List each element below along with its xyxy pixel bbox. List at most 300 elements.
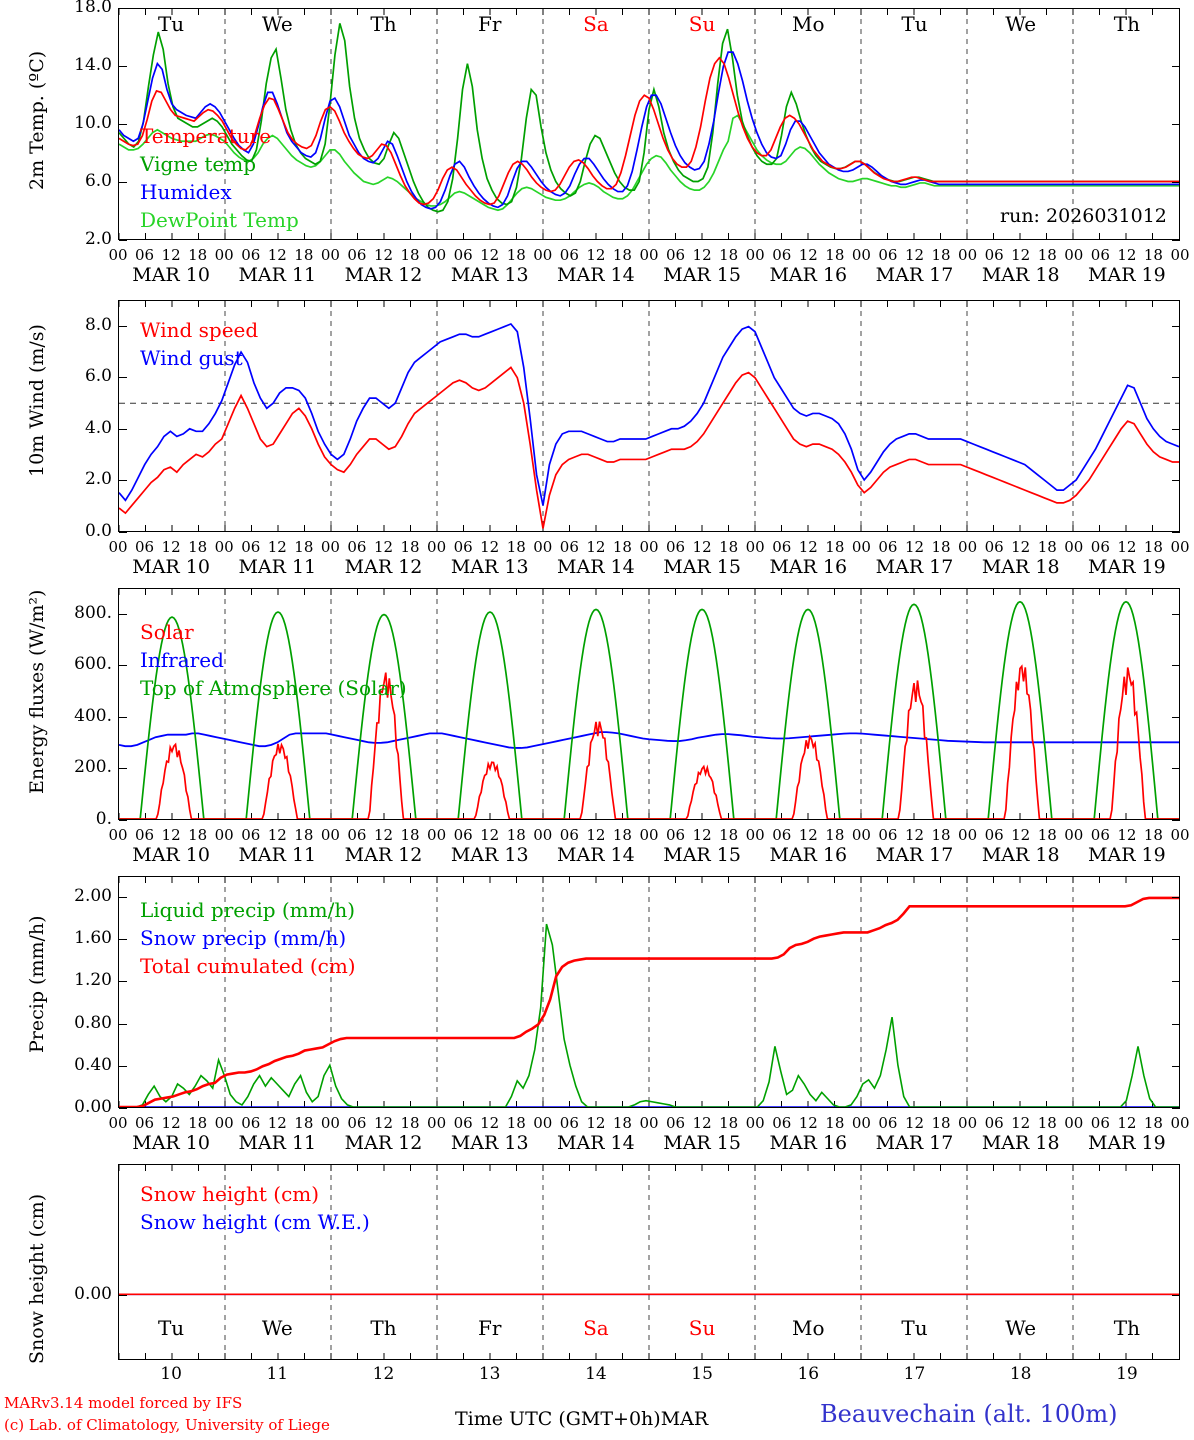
x-tick-hour: 12 <box>267 246 287 264</box>
y-tick-mark <box>119 820 127 821</box>
x-tick-hour: 18 <box>188 246 208 264</box>
x-tick-hour: 18 <box>825 246 845 264</box>
y-tick-mark <box>1172 182 1180 183</box>
x-tick-hour: 00 <box>214 1114 234 1132</box>
y-tick-label: 0. <box>95 809 112 829</box>
legend-humidex: Humidex <box>140 180 232 204</box>
x-day-number: 14 <box>585 1364 607 1384</box>
y-tick-label: 0.40 <box>74 1054 112 1075</box>
x-tick-hour: 12 <box>692 246 712 264</box>
x-tick-hour: 06 <box>666 538 686 556</box>
x-tick-hour: 12 <box>1117 246 1137 264</box>
axis-label-temperature: 2m Temp. (ºC) <box>26 50 48 190</box>
x-tick-date: MAR 14 <box>557 556 635 578</box>
panel-precip <box>0 868 1194 1156</box>
x-tick-hour: 18 <box>1037 538 1057 556</box>
x-tick-hour: 18 <box>506 826 526 844</box>
x-tick-hour: 00 <box>533 246 553 264</box>
y-tick-label: 8.0 <box>84 314 112 335</box>
x-tick-hour: 00 <box>320 826 340 844</box>
x-tick-hour: 06 <box>241 1114 261 1132</box>
weekday-label: We <box>1005 12 1037 36</box>
weekday-label: Th <box>1113 12 1140 36</box>
x-tick-hour: 00 <box>745 538 765 556</box>
x-tick-hour: 12 <box>904 538 925 556</box>
weekday-label: Su <box>688 12 716 36</box>
x-tick-hour: 12 <box>1011 826 1031 844</box>
x-tick-hour: 18 <box>931 246 951 264</box>
x-tick-hour: 06 <box>135 826 155 844</box>
x-tick-date: MAR 16 <box>769 844 848 866</box>
x-tick-hour: 00 <box>958 246 978 264</box>
x-tick-hour: 00 <box>958 538 978 556</box>
y-tick-label: 200. <box>74 757 112 778</box>
x-tick-hour: 00 <box>639 826 659 844</box>
x-tick-date: MAR 10 <box>132 1132 210 1154</box>
y-tick-mark <box>1172 897 1180 898</box>
legend-snow-precip: Snow precip (mm/h) <box>140 926 347 950</box>
x-tick-hour: 00 <box>958 826 978 844</box>
y-tick-mark <box>119 665 127 666</box>
x-tick-hour: 06 <box>984 538 1004 556</box>
x-tick-hour: 06 <box>1090 1114 1110 1132</box>
y-tick-mark <box>119 480 127 481</box>
x-tick-hour: 12 <box>480 1114 500 1132</box>
x-tick-hour: 00 <box>1170 1114 1190 1132</box>
y-tick-mark <box>1172 768 1180 769</box>
x-tick-hour: 00 <box>851 826 871 844</box>
y-tick-label: 1.20 <box>74 970 112 991</box>
y-tick-label: 6.0 <box>84 171 112 191</box>
x-tick-date: MAR 14 <box>557 1132 635 1154</box>
x-tick-hour: 06 <box>453 1114 473 1132</box>
x-tick-hour: 00 <box>1064 246 1084 264</box>
x-tick-hour: 12 <box>1011 1114 1031 1132</box>
x-tick-hour: 18 <box>1143 538 1163 556</box>
panel-wind <box>0 292 1194 580</box>
x-tick-hour: 12 <box>267 826 287 844</box>
y-tick-label: 600. <box>74 654 112 675</box>
x-tick-hour: 12 <box>1011 246 1031 264</box>
y-tick-label: 10.0 <box>74 113 112 133</box>
legend-wind-speed: Wind speed <box>140 318 259 342</box>
legend-toa-solar: Top of Atmosphere (Solar) <box>140 676 407 700</box>
x-tick-hour: 18 <box>400 246 420 264</box>
x-tick-hour: 06 <box>453 538 473 556</box>
x-tick-hour: 00 <box>427 1114 447 1132</box>
panel-temperature <box>0 0 1194 290</box>
y-tick-mark <box>1172 665 1180 666</box>
x-tick-hour: 00 <box>108 1114 128 1132</box>
x-tick-hour: 00 <box>320 1114 340 1132</box>
x-tick-date: MAR 14 <box>557 844 635 866</box>
x-tick-date: MAR 18 <box>981 556 1060 578</box>
x-tick-hour: 00 <box>214 538 234 556</box>
y-tick-label: 14.0 <box>74 55 112 75</box>
x-tick-hour: 00 <box>533 538 553 556</box>
y-tick-mark <box>1172 981 1180 982</box>
x-tick-hour: 00 <box>851 246 871 264</box>
x-tick-hour: 06 <box>135 246 155 264</box>
weekday-label: Sa <box>583 12 609 36</box>
legend-snow-height-we: Snow height (cm W.E.) <box>140 1210 370 1234</box>
x-tick-hour: 06 <box>984 1114 1004 1132</box>
y-tick-mark <box>119 981 127 982</box>
x-tick-hour: 12 <box>692 538 712 556</box>
x-tick-hour: 12 <box>267 1114 287 1132</box>
x-tick-hour: 00 <box>533 1114 553 1132</box>
x-tick-hour: 18 <box>294 826 314 844</box>
x-tick-hour: 06 <box>772 246 792 264</box>
x-tick-hour: 18 <box>506 1114 526 1132</box>
x-tick-hour: 06 <box>666 826 686 844</box>
x-day-number: 10 <box>160 1364 182 1384</box>
x-tick-hour: 18 <box>188 826 208 844</box>
weekday-label: Tu <box>157 1316 185 1340</box>
x-day-number: 17 <box>903 1364 926 1384</box>
x-tick-hour: 18 <box>931 1114 951 1132</box>
panel-snow-height <box>0 1156 1194 1386</box>
x-tick-hour: 12 <box>161 826 181 844</box>
x-tick-hour: 06 <box>878 826 898 844</box>
axis-label-precip: Precip (mm/h) <box>26 915 48 1053</box>
weekday-label: Th <box>370 1316 397 1340</box>
x-tick-date: MAR 15 <box>663 844 741 866</box>
x-tick-hour: 00 <box>745 246 765 264</box>
x-tick-date: MAR 11 <box>238 844 317 866</box>
x-day-number: 18 <box>1009 1364 1032 1384</box>
x-tick-hour: 00 <box>320 246 340 264</box>
x-tick-hour: 00 <box>639 538 659 556</box>
x-day-number: 19 <box>1116 1364 1138 1384</box>
x-tick-hour: 18 <box>506 538 526 556</box>
x-tick-hour: 06 <box>878 1114 898 1132</box>
x-tick-hour: 00 <box>1064 1114 1084 1132</box>
x-tick-date: MAR 17 <box>875 264 954 286</box>
x-tick-date: MAR 13 <box>450 844 529 866</box>
x-tick-hour: 12 <box>161 246 181 264</box>
x-tick-hour: 00 <box>108 538 128 556</box>
x-tick-hour: 18 <box>400 826 420 844</box>
y-tick-mark <box>1172 1295 1180 1296</box>
x-tick-date: MAR 13 <box>450 556 529 578</box>
weekday-label: We <box>261 1316 293 1340</box>
x-tick-hour: 12 <box>904 826 925 844</box>
x-tick-hour: 18 <box>400 538 420 556</box>
x-tick-hour: 12 <box>798 246 818 264</box>
x-tick-hour: 06 <box>1090 538 1110 556</box>
x-tick-date: MAR 10 <box>132 264 210 286</box>
y-tick-label: 4.0 <box>84 417 112 438</box>
x-tick-hour: 18 <box>719 1114 739 1132</box>
y-tick-mark <box>1172 240 1180 241</box>
x-tick-date: MAR 19 <box>1088 556 1166 578</box>
weekday-label: Tu <box>901 12 928 36</box>
x-tick-hour: 18 <box>188 1114 208 1132</box>
x-tick-date: MAR 18 <box>981 844 1060 866</box>
x-tick-date: MAR 16 <box>769 264 848 286</box>
y-tick-label: 6.0 <box>84 366 112 387</box>
x-tick-hour: 06 <box>347 826 367 844</box>
legend-liquid-precip: Liquid precip (mm/h) <box>140 898 356 922</box>
y-tick-mark <box>1172 326 1180 327</box>
x-day-number: 15 <box>691 1364 713 1384</box>
y-tick-mark <box>1172 8 1180 9</box>
y-tick-mark <box>119 897 127 898</box>
x-tick-hour: 18 <box>825 826 845 844</box>
x-tick-hour: 18 <box>1037 826 1057 844</box>
weekday-label: Mo <box>792 12 825 36</box>
legend-wind-gust: Wind gust <box>140 346 243 370</box>
x-tick-date: MAR 19 <box>1088 1132 1166 1154</box>
panel-energy-fluxes <box>0 580 1194 868</box>
y-tick-mark <box>119 1066 127 1067</box>
x-tick-hour: 00 <box>639 246 659 264</box>
y-tick-label: 0.0 <box>84 521 112 541</box>
weekday-label: Fr <box>477 1316 502 1340</box>
legend-snow-height: Snow height (cm) <box>140 1182 320 1206</box>
y-tick-mark <box>119 8 127 9</box>
weekday-label: Mo <box>792 1316 825 1340</box>
y-tick-mark <box>119 532 127 533</box>
x-tick-date: MAR 16 <box>769 1132 848 1154</box>
x-tick-hour: 00 <box>958 1114 978 1132</box>
x-tick-hour: 12 <box>480 538 500 556</box>
x-tick-hour: 18 <box>294 1114 314 1132</box>
x-day-number: 12 <box>372 1364 395 1384</box>
x-tick-hour: 18 <box>506 246 526 264</box>
x-tick-hour: 06 <box>347 538 367 556</box>
x-tick-hour: 18 <box>612 246 632 264</box>
y-tick-mark <box>1172 820 1180 821</box>
y-tick-mark <box>1172 429 1180 430</box>
x-tick-hour: 18 <box>719 246 739 264</box>
x-tick-hour: 12 <box>373 246 394 264</box>
y-tick-mark <box>119 240 127 241</box>
x-tick-hour: 00 <box>1064 826 1084 844</box>
footer-model-credit-line2: (c) Lab. of Climatology, University of Liege <box>4 1416 330 1434</box>
weekday-label: Th <box>1113 1316 1140 1340</box>
x-tick-hour: 18 <box>719 538 739 556</box>
y-tick-mark <box>1172 614 1180 615</box>
x-tick-date: MAR 11 <box>238 1132 317 1154</box>
x-tick-date: MAR 13 <box>450 264 529 286</box>
legend-infrared: Infrared <box>140 648 224 672</box>
y-tick-mark <box>1172 1108 1180 1109</box>
y-tick-mark <box>1172 377 1180 378</box>
x-tick-hour: 00 <box>427 246 447 264</box>
x-tick-hour: 06 <box>559 1114 579 1132</box>
x-tick-hour: 12 <box>586 1114 606 1132</box>
x-tick-date: MAR 15 <box>663 264 741 286</box>
x-tick-hour: 06 <box>878 246 898 264</box>
footer-model-credit-line1: MARv3.14 model forced by IFS <box>4 1394 243 1412</box>
x-tick-hour: 06 <box>347 1114 367 1132</box>
x-tick-date: MAR 10 <box>132 556 210 578</box>
x-tick-hour: 18 <box>1037 1114 1057 1132</box>
station-label: Beauvechain (alt. 100m) <box>820 1400 1118 1428</box>
x-tick-hour: 06 <box>984 826 1004 844</box>
x-tick-hour: 12 <box>692 1114 712 1132</box>
x-tick-hour: 18 <box>825 538 845 556</box>
y-tick-mark <box>119 326 127 327</box>
x-tick-hour: 18 <box>1143 1114 1163 1132</box>
x-tick-hour: 00 <box>533 826 553 844</box>
x-tick-hour: 12 <box>1117 826 1137 844</box>
x-tick-hour: 00 <box>108 826 128 844</box>
y-tick-label: 2.0 <box>84 229 112 249</box>
x-tick-hour: 12 <box>798 826 818 844</box>
y-tick-mark <box>119 124 127 125</box>
x-tick-hour: 06 <box>772 1114 792 1132</box>
x-tick-date: MAR 17 <box>875 844 954 866</box>
x-axis-title: Time UTC (GMT+0h)MAR <box>455 1408 709 1430</box>
x-tick-hour: 18 <box>1143 826 1163 844</box>
x-tick-hour: 06 <box>666 1114 686 1132</box>
x-tick-date: MAR 17 <box>875 556 954 578</box>
x-tick-hour: 06 <box>559 826 579 844</box>
x-tick-hour: 06 <box>878 538 898 556</box>
x-tick-hour: 00 <box>1170 538 1190 556</box>
x-tick-hour: 06 <box>559 246 579 264</box>
y-tick-mark <box>119 1295 127 1296</box>
x-tick-date: MAR 16 <box>769 556 848 578</box>
y-tick-label: 2.0 <box>84 469 112 490</box>
x-tick-date: MAR 18 <box>981 1132 1060 1154</box>
x-tick-hour: 12 <box>480 826 500 844</box>
x-tick-hour: 06 <box>241 826 261 844</box>
x-tick-hour: 12 <box>1117 538 1137 556</box>
x-day-number: 13 <box>478 1364 501 1384</box>
weekday-label: Tu <box>157 12 185 36</box>
x-tick-date: MAR 11 <box>238 556 317 578</box>
x-tick-hour: 00 <box>1064 538 1084 556</box>
x-tick-hour: 12 <box>586 826 606 844</box>
x-tick-hour: 06 <box>666 246 686 264</box>
x-tick-hour: 18 <box>719 826 739 844</box>
y-tick-mark <box>1172 480 1180 481</box>
x-tick-hour: 18 <box>931 538 951 556</box>
x-tick-date: MAR 15 <box>663 556 741 578</box>
x-tick-date: MAR 12 <box>344 1132 423 1154</box>
x-tick-hour: 12 <box>480 246 500 264</box>
y-tick-mark <box>119 66 127 67</box>
x-tick-hour: 06 <box>453 826 473 844</box>
x-tick-hour: 18 <box>188 538 208 556</box>
x-tick-hour: 06 <box>1090 826 1110 844</box>
weekday-label: Su <box>688 1316 716 1340</box>
x-tick-hour: 06 <box>241 538 261 556</box>
plot-area-wind <box>118 300 1180 532</box>
weekday-label: Fr <box>477 12 502 36</box>
x-tick-date: MAR 12 <box>344 844 423 866</box>
x-tick-date: MAR 12 <box>344 264 423 286</box>
x-tick-hour: 06 <box>984 246 1004 264</box>
y-tick-mark <box>1172 717 1180 718</box>
x-tick-hour: 12 <box>373 826 394 844</box>
x-tick-date: MAR 11 <box>238 264 317 286</box>
y-tick-mark <box>1172 1024 1180 1025</box>
plot-area-energy <box>118 588 1180 820</box>
x-tick-hour: 18 <box>612 1114 632 1132</box>
x-tick-hour: 06 <box>241 246 261 264</box>
axis-label-snow: Snow height (cm) <box>26 1193 48 1364</box>
weekday-label: Sa <box>583 1316 609 1340</box>
x-tick-hour: 12 <box>161 538 181 556</box>
x-tick-hour: 12 <box>692 826 712 844</box>
weekday-label: We <box>261 12 293 36</box>
x-tick-hour: 12 <box>161 1114 181 1132</box>
y-tick-mark <box>119 182 127 183</box>
x-tick-date: MAR 18 <box>981 264 1060 286</box>
legend-temperature: Temperature <box>140 124 272 148</box>
x-tick-hour: 12 <box>586 538 606 556</box>
x-tick-hour: 12 <box>1011 538 1031 556</box>
axis-label-energy: Energy fluxes (W/m²) <box>26 589 48 794</box>
wind-chart-svg <box>119 301 1179 531</box>
x-tick-hour: 00 <box>214 246 234 264</box>
y-tick-mark <box>119 377 127 378</box>
x-tick-hour: 00 <box>851 538 871 556</box>
x-day-number: 16 <box>797 1364 820 1384</box>
x-tick-hour: 06 <box>453 246 473 264</box>
y-tick-label: 2.00 <box>74 886 112 907</box>
y-tick-mark <box>119 1108 127 1109</box>
x-tick-hour: 00 <box>108 246 128 264</box>
x-day-number: 11 <box>266 1364 289 1384</box>
weekday-label: Th <box>370 12 397 36</box>
x-tick-hour: 00 <box>1170 246 1190 264</box>
x-tick-hour: 06 <box>135 1114 155 1132</box>
x-tick-hour: 12 <box>267 538 287 556</box>
run-label: run: 2026031012 <box>1000 205 1167 227</box>
y-tick-mark <box>1172 532 1180 533</box>
x-tick-hour: 00 <box>745 1114 765 1132</box>
y-tick-label: 0.00 <box>74 1097 112 1117</box>
y-tick-mark <box>119 614 127 615</box>
x-tick-hour: 18 <box>294 246 314 264</box>
x-tick-hour: 06 <box>559 538 579 556</box>
x-tick-hour: 18 <box>1143 246 1163 264</box>
x-tick-hour: 06 <box>1090 246 1110 264</box>
y-tick-mark <box>119 768 127 769</box>
x-tick-hour: 00 <box>427 538 447 556</box>
axis-label-wind: 10m Wind (m/s) <box>26 324 48 477</box>
x-tick-hour: 00 <box>851 1114 871 1132</box>
y-tick-mark <box>1172 939 1180 940</box>
x-tick-hour: 18 <box>825 1114 845 1132</box>
x-tick-date: MAR 15 <box>663 1132 741 1154</box>
x-tick-date: MAR 13 <box>450 1132 529 1154</box>
x-tick-hour: 12 <box>904 1114 925 1132</box>
x-tick-hour: 12 <box>798 538 818 556</box>
y-tick-label: 1.60 <box>74 928 112 949</box>
energy-chart-svg <box>119 589 1179 819</box>
x-tick-hour: 06 <box>772 538 792 556</box>
x-tick-hour: 00 <box>1170 826 1190 844</box>
x-tick-date: MAR 19 <box>1088 264 1166 286</box>
x-tick-hour: 12 <box>904 246 925 264</box>
x-tick-hour: 12 <box>1117 1114 1137 1132</box>
x-tick-date: MAR 10 <box>132 844 210 866</box>
x-tick-hour: 12 <box>798 1114 818 1132</box>
x-tick-hour: 18 <box>931 826 951 844</box>
x-tick-hour: 12 <box>586 246 606 264</box>
y-tick-mark <box>1172 1066 1180 1067</box>
x-tick-hour: 00 <box>745 826 765 844</box>
weekday-label: We <box>1005 1316 1037 1340</box>
y-tick-label: 800. <box>74 602 112 623</box>
